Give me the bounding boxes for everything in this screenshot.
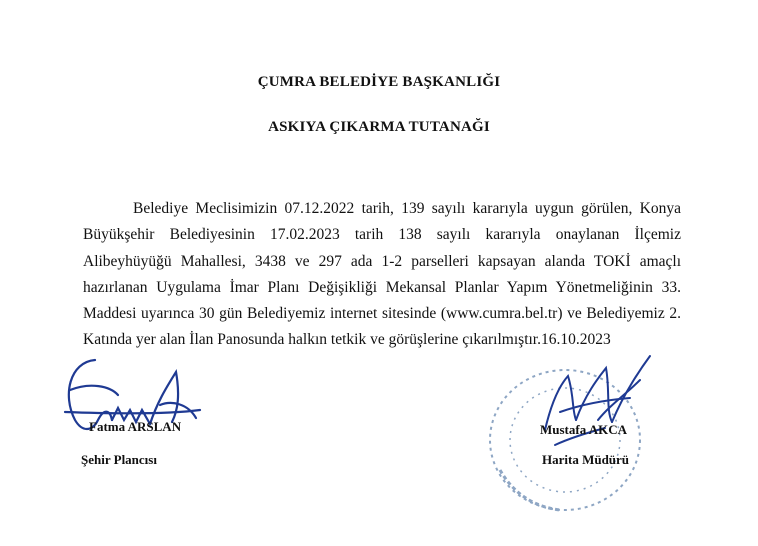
right-signatory-title: Harita Müdürü xyxy=(542,452,630,467)
right-signatory-name: Mustafa AKCA xyxy=(540,422,628,437)
official-stamp xyxy=(490,370,640,510)
document-title: ASKIYA ÇIKARMA TUTANAĞI xyxy=(268,119,490,135)
left-signatory-title: Şehir Plancısı xyxy=(81,452,157,467)
institution-heading: ÇUMRA BELEDİYE BAŞKANLIĞI xyxy=(257,74,501,90)
left-signatory-name: Fatma ARSLAN xyxy=(89,419,182,434)
announcement-paragraph: Belediye Meclisimizin 07.12.2022 tarih, 139 sayılı kararıyla uygun görülen, Konya Büyükşehir Belediyesinin 17.02.2023 tarih 138 sayılı kararıyla onaylanan İlçemiz Alibeyhüyüğü Mahallesi, 3438 ve 297 ada 1-2 parselleri kapsayan alanda TOKİ amaçlı hazırlanan Uygulama İmar Planı Değişikliği Mekansal Planlar Yapım Yönetmeliğinin 33. Maddesi uyarınca 30 gün Belediyemiz internet sitesinde (www.cumra.bel.tr) ve Belediyemiz 2. Katında yer alan İlan Panosunda halkın tetkik ve görüşlerine çıkarılmıştır.16.10.2023 xyxy=(83,200,681,349)
